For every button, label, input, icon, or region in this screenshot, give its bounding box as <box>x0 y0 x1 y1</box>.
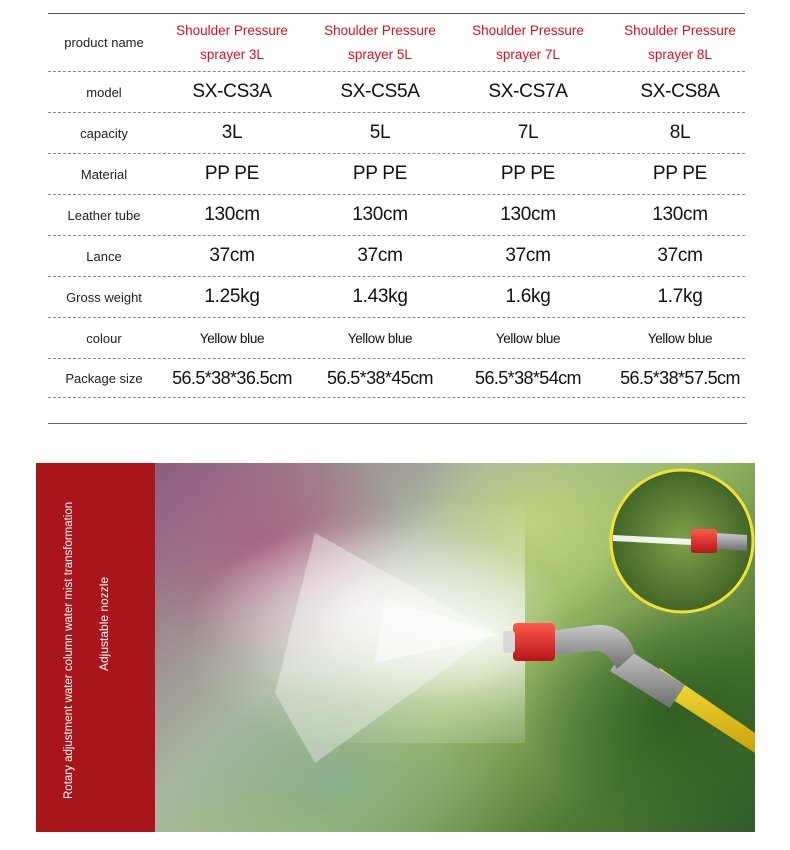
red-nozzle <box>513 623 555 661</box>
row-label: colour <box>86 330 122 346</box>
product-name-7l: Shoulder Pressure sprayer 7L <box>472 22 584 62</box>
table-row-model <box>48 72 745 113</box>
table-row-material <box>48 154 745 195</box>
table-cell: SX-CS7A <box>488 81 568 102</box>
row-label: capacity <box>80 125 128 141</box>
caption-panel <box>36 463 155 832</box>
table-cell: 37cm <box>505 245 551 266</box>
table-cell: 8L <box>669 122 691 143</box>
header-label: product name <box>64 35 144 50</box>
nozzle-spray-photo <box>155 463 755 832</box>
caption-main: Rotary adjustment water column water mist transformation <box>63 501 75 799</box>
table-cell: PP PE <box>500 163 556 184</box>
table-cell: 37cm <box>657 245 703 266</box>
table-cell: 37cm <box>209 245 255 266</box>
table-cell: PP PE <box>352 163 408 184</box>
table-cell: 7L <box>517 122 539 143</box>
table-cell: Yellow blue <box>647 330 713 346</box>
row-label: Lance <box>86 248 122 264</box>
table-cell: 56.5*38*45cm <box>327 367 433 388</box>
table-cell: Yellow blue <box>495 330 561 346</box>
row-label: Package size <box>65 370 143 386</box>
table-row-leather-tube <box>48 195 745 236</box>
table-cell: SX-CS5A <box>340 81 420 102</box>
table-cell: 130cm <box>500 204 556 225</box>
spec-table <box>48 13 745 398</box>
table-cell: Yellow blue <box>347 330 413 346</box>
product-name-8l: Shoulder Pressure sprayer 8L <box>624 22 736 62</box>
section-divider <box>48 423 747 424</box>
table-header-row <box>48 14 745 72</box>
table-row-capacity <box>48 113 745 154</box>
table-cell: PP PE <box>652 163 708 184</box>
table-cell: 56.5*38*54cm <box>475 367 581 388</box>
nozzle-tip <box>503 631 515 653</box>
table-cell: SX-CS3A <box>192 81 272 102</box>
table-row-package-size <box>48 359 745 398</box>
table-cell: 130cm <box>204 204 260 225</box>
caption-sub: Adjustable nozzle <box>97 576 111 671</box>
nozzle-banner <box>36 463 755 832</box>
row-label: Gross weight <box>66 289 142 305</box>
product-name-3l: Shoulder Pressure sprayer 3L <box>176 22 288 62</box>
table-cell: 1.25kg <box>204 286 260 307</box>
inset-red-nozzle <box>691 529 717 553</box>
inset-lance <box>715 533 747 551</box>
table-row-lance <box>48 236 745 277</box>
table-cell: 130cm <box>652 204 708 225</box>
table-cell: 1.6kg <box>505 286 551 307</box>
table-cell: 3L <box>221 122 243 143</box>
row-label: Material <box>80 166 128 182</box>
sprayer-illustration <box>155 463 755 832</box>
table-cell: 130cm <box>352 204 408 225</box>
table-cell: 5L <box>369 122 391 143</box>
table-cell: 37cm <box>357 245 403 266</box>
table-cell: 56.5*38*57.5cm <box>620 367 740 388</box>
table-cell: PP PE <box>204 163 260 184</box>
table-cell: 1.7kg <box>657 286 703 307</box>
table-cell: SX-CS8A <box>640 81 720 102</box>
row-label: Leather tube <box>67 207 141 223</box>
product-name-5l: Shoulder Pressure sprayer 5L <box>324 22 436 62</box>
table-cell: Yellow blue <box>199 330 265 346</box>
table-row-colour <box>48 318 745 359</box>
table-row-gross-weight <box>48 277 745 318</box>
table-cell: 56.5*38*36.5cm <box>172 367 292 388</box>
grey-lance <box>550 625 635 669</box>
row-label: model <box>86 84 122 100</box>
table-cell: 1.43kg <box>352 286 408 307</box>
